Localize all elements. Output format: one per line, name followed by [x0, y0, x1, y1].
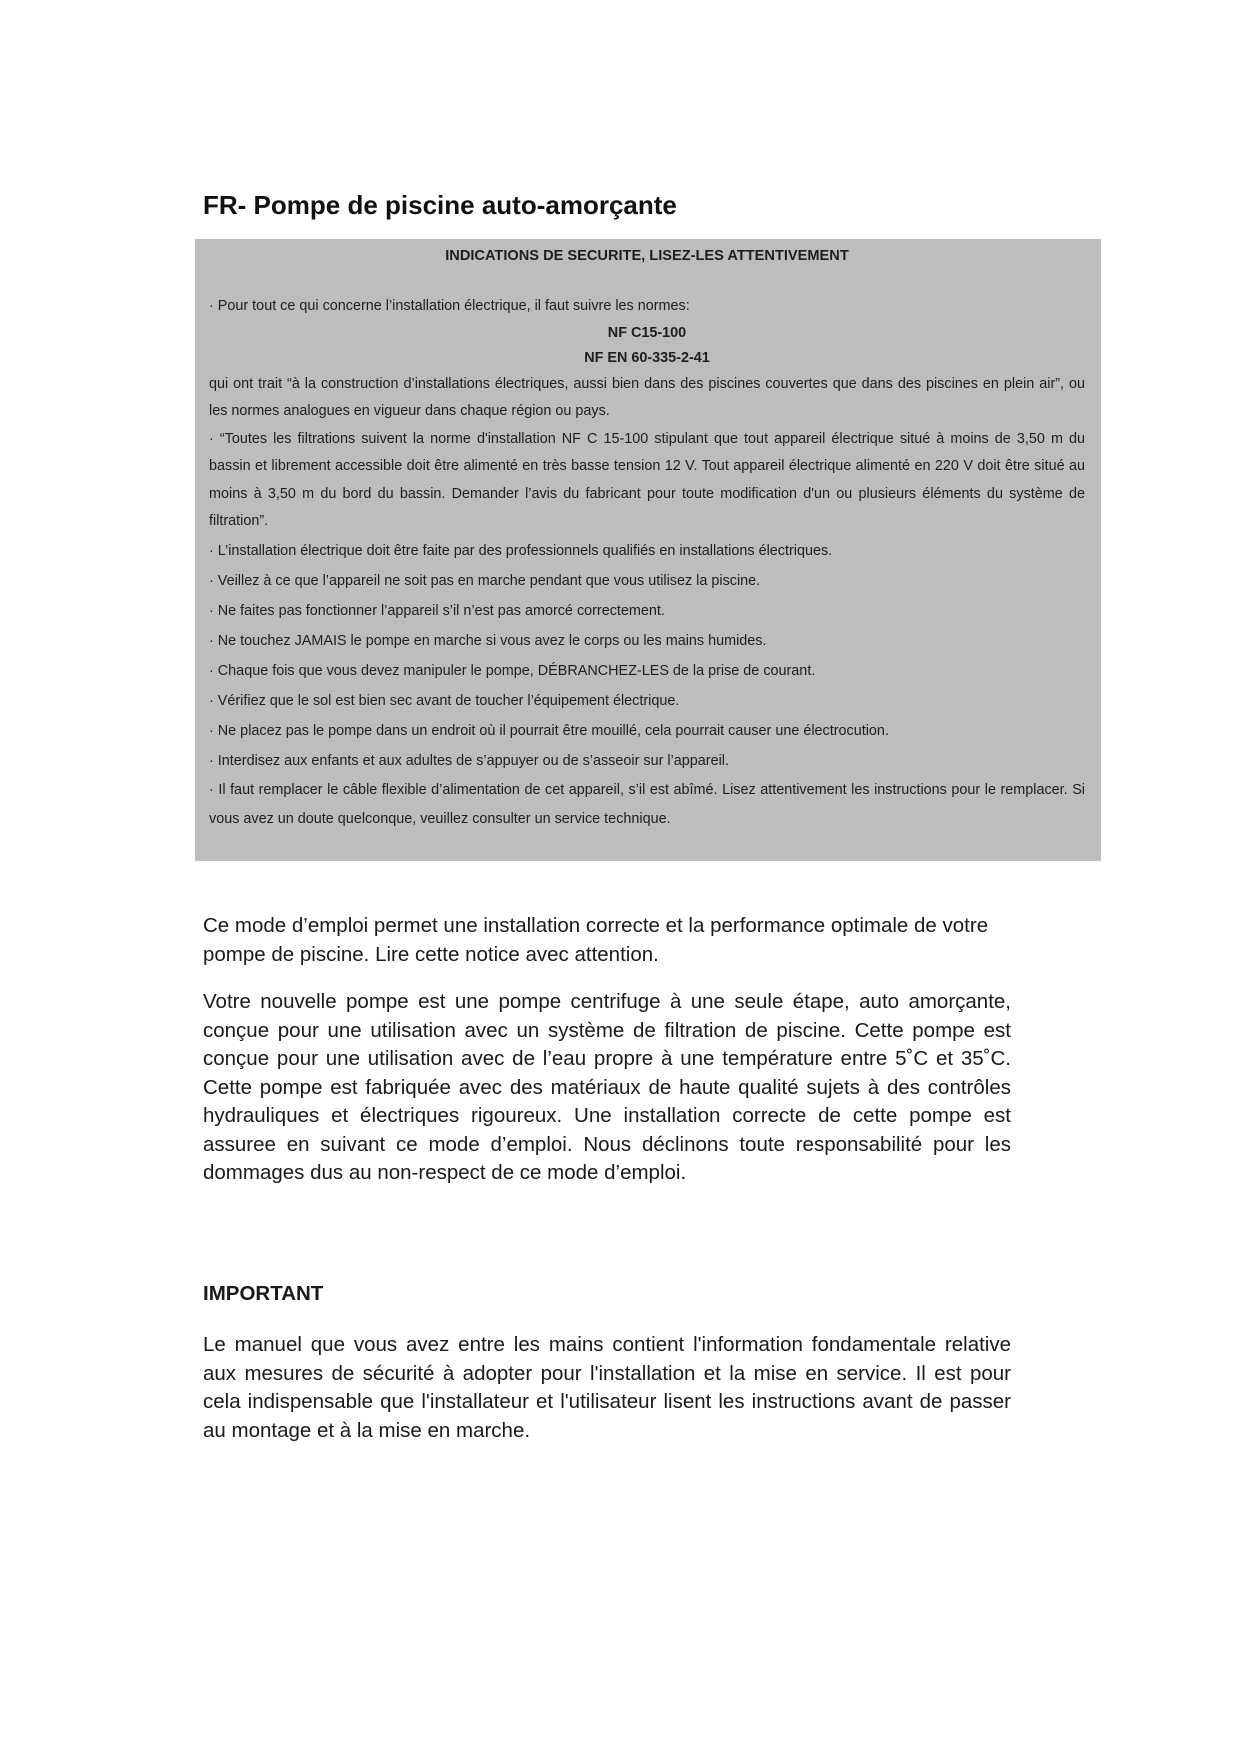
description-section — [203, 988, 1011, 1206]
important-section — [203, 1331, 1011, 1463]
norm-nf-c15-100: NF C15-100 — [607, 324, 687, 341]
safety-item: · Interdisez aux enfants et aux adultes de s’appuyer ou de s’asseoir sur l’appareil. — [209, 752, 729, 769]
safety-item: · Vérifiez que le sol est bien sec avant de toucher l’équipement électrique. — [209, 692, 680, 709]
description-paragraph: Votre nouvelle pompe est une pompe centrifuge à une seule étape, auto amorçante, conçue pour une utilisation avec un système de filtration de piscine. Cette pompe est conçue pour une utilisation avec de l’eau propre à une température entre 5˚C et 35˚C. Cette pompe est fabriquée avec des matériaux de haute qualité sujets à des contrôles hydrauliques et électriques rigoureux. Une installation correcte de cette pompe est assuree en suivant ce mode d’emploi. Nous déclinons toute responsabilité pour les dommages dus au non-respect de ce mode d’emploi. — [203, 990, 1011, 1184]
safety-notice-box — [195, 239, 1101, 861]
intro-paragraph: Ce mode d’emploi permet une installation correcte et la performance optimale de votre pompe de piscine. Lire cette notice avec attention. — [203, 914, 989, 966]
important-paragraph: Le manuel que vous avez entre les mains contient l'information fondamentale relative aux mesures de sécurité à adopter pour l'installation et la mise en service. Il est pour cela indispensable que l'installateur et l'utilisateur lisent les instructions avant de passer au montage et à la mise en marche. — [203, 1333, 1011, 1442]
important-heading: IMPORTANT — [203, 1282, 324, 1305]
norms-description: qui ont trait “à la construction d’installations électriques, aussi bien dans des piscines couvertes que dans des piscines en plein air”, ou les normes analogues en vigueur dans chaque région ou pays. — [209, 375, 1085, 419]
intro-section — [203, 912, 1011, 987]
safety-heading: INDICATIONS DE SECURITE, LISEZ-LES ATTENTIVEMENT — [445, 248, 849, 264]
norms-intro: · Pour tout ce qui concerne l’installation électrique, il faut suivre les normes: — [209, 298, 690, 314]
safety-item: · Il faut remplacer le câble flexible d’alimentation de cet appareil, s’il est abîmé. Lisez attentivement les instructions pour le remplacer. Si vous avez un doute quelconque, veuillez consulter un service technique. — [209, 781, 1085, 827]
safety-item: · Chaque fois que vous devez manipuler le pompe, DÉBRANCHEZ-LES de la prise de courant. — [209, 662, 816, 679]
safety-item: · L’installation électrique doit être faite par des professionnels qualifiés en installations électriques. — [209, 542, 833, 559]
page-title: FR- Pompe de piscine auto-amorçante — [203, 190, 677, 220]
safety-item: · Ne placez pas le pompe dans un endroit où il pourrait être mouillé, cela pourrait causer une électrocution. — [209, 722, 889, 739]
safety-item: · Veillez à ce que l’appareil ne soit pas en marche pendant que vous utilisez la piscine. — [209, 572, 761, 589]
safety-item: · Ne faites pas fonctionner l’appareil s’il n’est pas amorcé correctement. — [209, 602, 665, 619]
norm-nf-en-60335: NF EN 60-335-2-41 — [584, 349, 710, 366]
filtration-notice: · “Toutes les filtrations suivent la norme d'installation NF C 15-100 stipulant que tout appareil électrique situé à moins de 3,50 m du bassin et librement accessible doit être alimenté en très basse tension 12 V. Tout appareil électrique alimenté en 220 V doit être situé au moins à 3,50 m du bord du bassin. Demander l’avis du fabricant pour toute modification d'un ou plusieurs éléments du système de filtration”. — [209, 430, 1085, 529]
safety-item: · Ne touchez JAMAIS le pompe en marche si vous avez le corps ou les mains humides. — [209, 632, 767, 649]
